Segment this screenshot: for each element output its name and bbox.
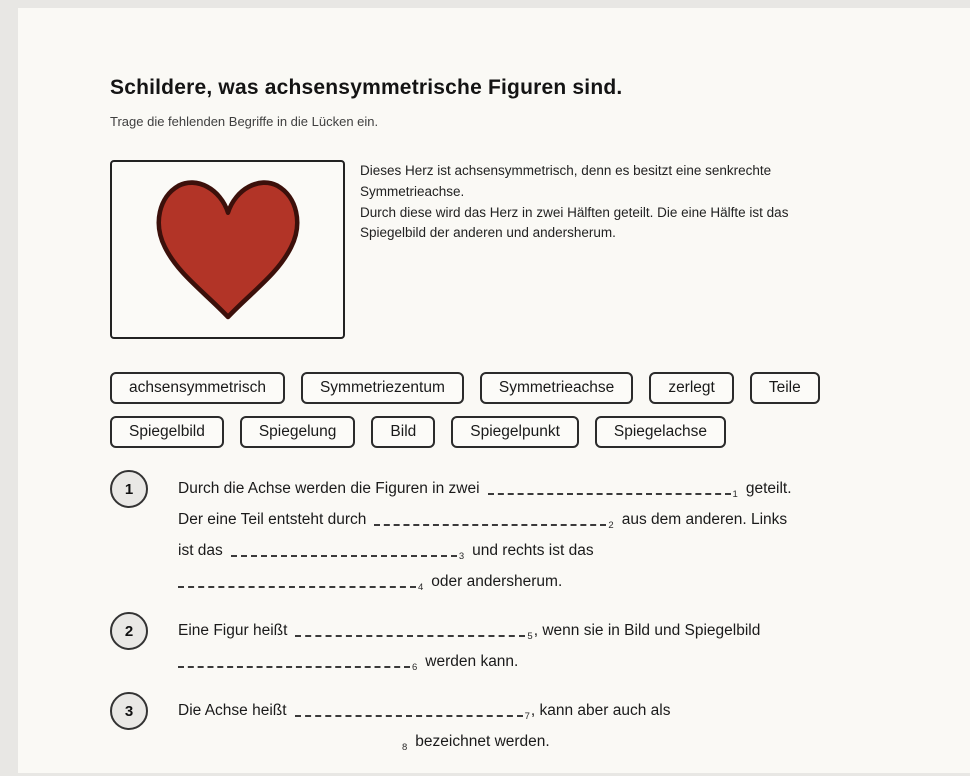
- example-description: [360, 161, 960, 244]
- word-chip-symmetriezentum[interactable]: Symmetriezentum: [301, 372, 464, 404]
- blank-underline: [295, 714, 523, 717]
- question-text: bezeichnet werden.: [415, 733, 549, 750]
- word-chip-teile[interactable]: Teile: [750, 372, 820, 404]
- word-chip-bild[interactable]: Bild: [371, 416, 435, 448]
- answer-blank-6[interactable]: [178, 647, 417, 682]
- question-text: und rechts ist das: [472, 542, 593, 559]
- blank-number: 1: [733, 489, 738, 500]
- page-subtitle: Trage die fehlenden Begriffe in die Lücken ein.: [110, 114, 378, 129]
- word-chip-spiegelpunkt[interactable]: Spiegelpunkt: [451, 416, 579, 448]
- questions-section: [110, 474, 900, 776]
- heart-icon: [153, 170, 303, 328]
- question-text: Durch die Achse werden die Figuren in zwei: [178, 480, 480, 497]
- blank-underline: [295, 634, 525, 637]
- word-chip-symmetrieachse[interactable]: Symmetrieachse: [480, 372, 633, 404]
- blank-number: 6: [412, 662, 417, 673]
- answer-blank-3[interactable]: [231, 536, 464, 571]
- heart-shape: [158, 183, 296, 317]
- question-text: geteilt.: [746, 480, 792, 497]
- word-chip-spiegelbild[interactable]: Spiegelbild: [110, 416, 224, 448]
- blank-underline: [374, 523, 606, 526]
- blank-number: 8: [402, 742, 407, 753]
- example-description-line: Spiegelbild der anderen und andersherum.: [360, 223, 960, 244]
- example-description-line: Symmetrieachse.: [360, 182, 960, 203]
- example-description-line: Dieses Herz ist achsensymmetrisch, denn es besitzt eine senkrechte: [360, 161, 960, 182]
- word-chip-spiegelung[interactable]: Spiegelung: [240, 416, 356, 448]
- word-bank-row-2: [110, 416, 726, 448]
- question-text: , wenn sie in Bild und Spiegelbild: [534, 622, 761, 639]
- question-text: , kann aber auch als: [531, 702, 671, 719]
- answer-blank-1[interactable]: [488, 474, 738, 509]
- question-number-badge: 1: [110, 470, 148, 508]
- worksheet-page: [18, 8, 970, 773]
- blank-underline: [178, 665, 410, 668]
- question-1: [110, 474, 900, 598]
- page-title: Schildere, was achsensymmetrische Figuren sind.: [110, 76, 622, 100]
- blank-number: 5: [527, 631, 532, 642]
- answer-blank-5[interactable]: [295, 616, 532, 651]
- answer-blank-2[interactable]: [374, 505, 613, 540]
- question-line: [178, 505, 900, 536]
- question-line: [178, 567, 900, 598]
- word-chip-achsensymmetrisch[interactable]: achsensymmetrisch: [110, 372, 285, 404]
- answer-blank-7[interactable]: [295, 696, 530, 731]
- example-image-box: [110, 160, 345, 339]
- blank-number: 3: [459, 551, 464, 562]
- word-chip-zerlegt[interactable]: zerlegt: [649, 372, 734, 404]
- question-text: oder andersherum.: [431, 573, 562, 590]
- blank-number: 7: [525, 711, 530, 722]
- question-line: [178, 536, 900, 567]
- question-number-badge: 2: [110, 612, 148, 650]
- question-text: Eine Figur heißt: [178, 622, 287, 639]
- blank-underline: [231, 554, 457, 557]
- question-line: [178, 696, 900, 727]
- answer-blank-4[interactable]: [178, 567, 423, 602]
- question-line: [178, 616, 900, 647]
- blank-number: 4: [418, 582, 423, 593]
- question-text: ist das: [178, 542, 223, 559]
- word-chip-spiegelachse[interactable]: Spiegelachse: [595, 416, 726, 448]
- word-bank-row-1: [110, 372, 820, 404]
- example-description-line: Durch diese wird das Herz in zwei Hälften geteilt. Die eine Hälfte ist das: [360, 203, 960, 224]
- question-text: aus dem anderen. Links: [622, 511, 787, 528]
- blank-underline: [178, 745, 400, 748]
- question-line: [178, 647, 900, 678]
- question-text: Die Achse heißt: [178, 702, 287, 719]
- blank-underline: [178, 585, 416, 588]
- answer-blank-8[interactable]: [178, 727, 407, 762]
- question-line: [178, 474, 900, 505]
- question-text: werden kann.: [425, 653, 518, 670]
- question-3: [110, 696, 900, 758]
- blank-number: 2: [608, 520, 613, 531]
- question-2: [110, 616, 900, 678]
- blank-underline: [488, 492, 731, 495]
- question-number-badge: 3: [110, 692, 148, 730]
- question-line: [178, 727, 900, 758]
- question-text: Der eine Teil entsteht durch: [178, 511, 366, 528]
